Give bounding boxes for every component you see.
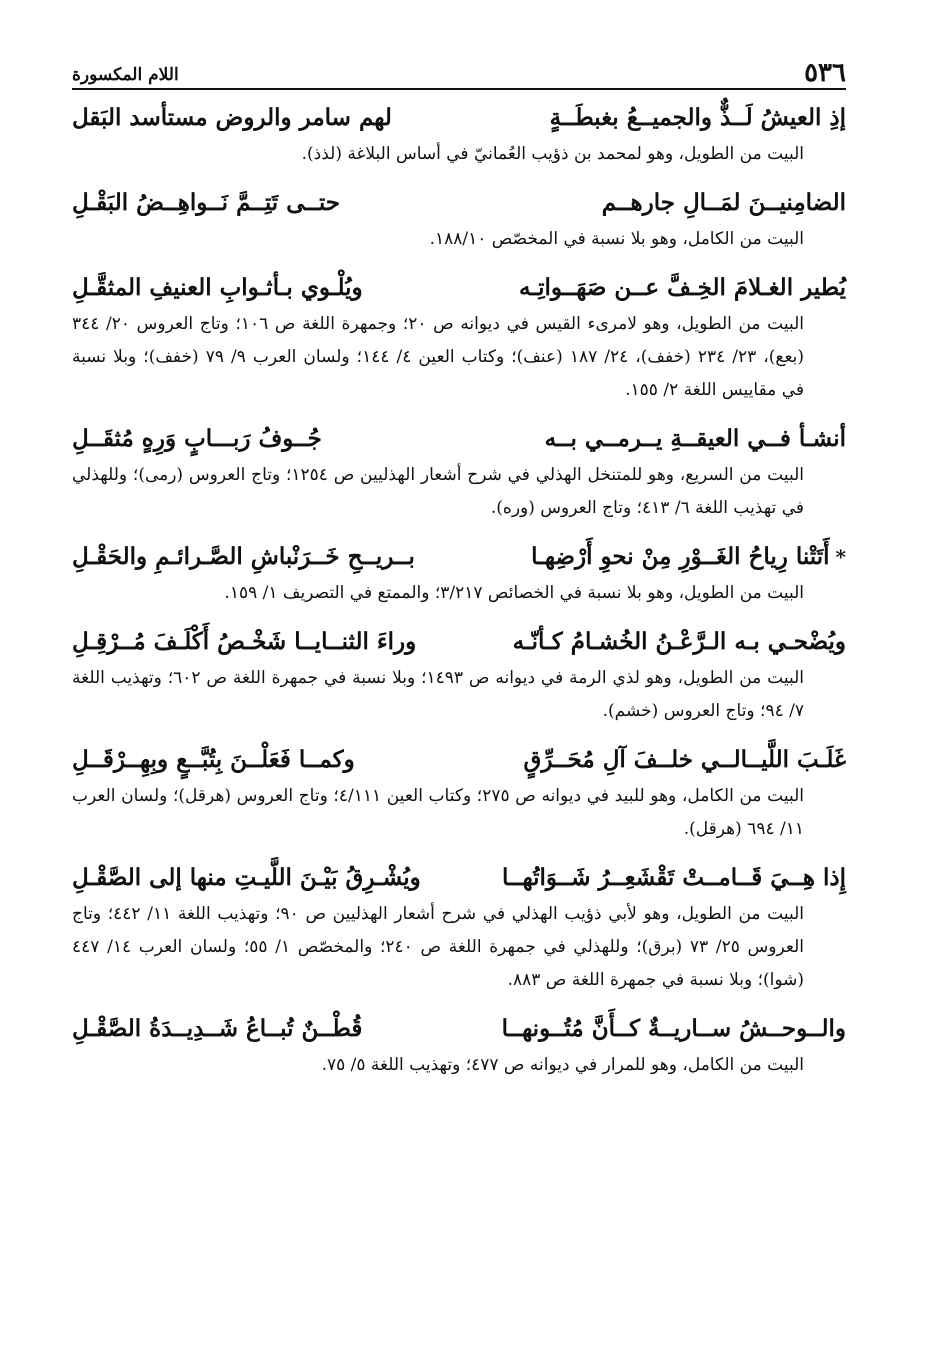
verse-line bbox=[72, 858, 846, 898]
verse-line bbox=[72, 1009, 846, 1049]
page-header bbox=[72, 52, 846, 90]
verse-entry bbox=[72, 98, 846, 171]
verse-entry bbox=[72, 740, 846, 846]
second-hemistich: ويُشْـرِقُ بَيْـنَ اللَّيـتِ منها إلى الصَّقْـلِ bbox=[72, 864, 421, 891]
second-hemistich: جُــوفُ رَبـــابٍ وَرِهٍ مُثقَــلِ bbox=[72, 425, 322, 452]
verse-line bbox=[72, 98, 846, 138]
running-title: اللام المكسورة bbox=[72, 65, 179, 85]
verse-entry bbox=[72, 858, 846, 997]
first-hemistich: والــوحــشُ ســاريــةٌ كــأَنَّ مُتُــونهــا bbox=[501, 1015, 846, 1042]
verse-entry bbox=[72, 1009, 846, 1082]
first-hemistich: ويُضْحـي بـه الـرَّعْـنُ الخُشـامُ كـأنّـه bbox=[512, 628, 846, 655]
verse-entry bbox=[72, 537, 846, 610]
first-hemistich-text: أَتَتْنا رِياحُ الغَــوْرِ مِنْ نحوِ أَرْضِهـا bbox=[531, 543, 830, 570]
first-hemistich: الضامِنيــنَ لمَــالِ جارهــم bbox=[601, 189, 846, 216]
first-hemistich: غَلَـبَ اللَّيــالــي خلــفَ آلِ مُحَــرِّقٍ bbox=[523, 746, 846, 773]
verse-commentary: البيت من الطويل، وهو لامرىء القيس في ديوانه ص ٢٠؛ وجمهرة اللغة ص ١٠٦؛ وتاج العروس ٢٠/ ٣٤٤ (بعع)، ٢٣/ ٢٣٤ (خفف)، ٢٤/ ١٨٧ (عنف)؛ وكتاب العين ٤/ ١٤٤؛ ولسان العرب ٩/ ٧٩ (خفف)؛ وبلا نسبة في مقاييس اللغة ٢/ ١٥٥. bbox=[72, 314, 805, 400]
first-hemistich: إِذا هِــيَ قَــامــتْ تَقْشَعِــرُ شَــوَاتُهــا bbox=[501, 864, 846, 891]
page-number: ٥٣٦ bbox=[804, 58, 846, 88]
verse-entry bbox=[72, 419, 846, 525]
second-hemistich: وكمــا فَعَلْــنَ بِتُبَّــعٍ وبِهِــرْقَــلِ bbox=[72, 746, 355, 773]
second-hemistich: ويُلْـوي بـأثـوابِ العنيفِ المثقَّـلِ bbox=[72, 274, 363, 301]
verse-line bbox=[72, 740, 846, 780]
verse-entry bbox=[72, 183, 846, 256]
verse-line bbox=[72, 183, 846, 223]
second-hemistich: حتــى تَتِــمَّ نَــواهِــضُ البَقْـلِ bbox=[72, 189, 341, 216]
first-hemistich: إذِ العيشُ لَــذٌّ والجميــعُ بغبطَــةٍ bbox=[549, 104, 846, 131]
verse-line bbox=[72, 419, 846, 459]
verse-commentary: البيت من الكامل، وهو للمرار في ديوانه ص ٤٧٧؛ وتهذيب اللغة ٥/ ٧٥. bbox=[321, 1055, 804, 1075]
verse-line bbox=[72, 537, 846, 577]
second-hemistich: بــريــحِ خَــرَنْباشِ الصَّـرائـمِ والحَقْـلِ bbox=[72, 543, 415, 570]
second-hemistich: لهم سامر والروض مستأسد البَقل bbox=[72, 104, 392, 131]
verse-entry bbox=[72, 268, 846, 407]
verse-commentary: البيت من الكامل، وهو بلا نسبة في المخصّص ١٨٨/١٠. bbox=[429, 229, 804, 249]
verse-commentary: البيت من الكامل، وهو للبيد في ديوانه ص ٢٧٥؛ وكتاب العين ٤/١١١؛ وتاج العروس (هرقل)؛ ولسان العرب ١١/ ٦٩٤ (هرقل). bbox=[72, 786, 804, 839]
verse-line bbox=[72, 268, 846, 308]
first-hemistich: يُطير الغـلامَ الخِـفَّ عــن صَهَــواتِـه bbox=[519, 274, 846, 301]
verse-commentary: البيت من الطويل، وهو بلا نسبة في الخصائص ٣/٢١٧؛ والممتع في التصريف ١/ ١٥٩. bbox=[224, 583, 804, 603]
verse-commentary: البيت من الطويل، وهو لذي الرمة في ديوانه ص ١٤٩٣؛ وبلا نسبة في جمهرة اللغة ص ٦٠٢؛ وتهذيب اللغة ٧/ ٩٤؛ وتاج العروس (خشم). bbox=[72, 668, 804, 721]
verse-entry bbox=[72, 622, 846, 728]
verse-entries bbox=[72, 98, 846, 1082]
verse-commentary: البيت من الطويل، وهو لأبي ذؤيب الهذلي في شرح أشعار الهذليين ص ٩٠؛ وتهذيب اللغة ١١/ ٤٤٢؛ وتاج العروس ٢٥/ ٧٣ (برق)؛ وللهذلي في جمهرة اللغة ص ٢٤٠؛ والمخصّص ١/ ٥٥؛ ولسان العرب ١٤/ ٤٤٧ (شوا)؛ وبلا نسبة في جمهرة اللغة ص ٨٨٣. bbox=[72, 904, 804, 990]
verse-commentary: البيت من السريع، وهو للمتنخل الهذلي في شرح أشعار الهذليين ص ١٢٥٤؛ وتاج العروس (رمى)؛ وللهذلي في تهذيب اللغة ٦/ ٤١٣؛ وتاج العروس (وره). bbox=[72, 465, 804, 518]
verse-commentary: البيت من الطويل، وهو لمحمد بن ذؤيب العُمانيّ في أساس البلاغة (لذذ). bbox=[301, 144, 804, 164]
star-marker: * bbox=[835, 545, 846, 569]
first-hemistich: أنشـأ فــي العيقــةِ يــرمــي بــه bbox=[544, 425, 846, 452]
second-hemistich: وراءَ الثنــايــا شَخْـصُ أَكْلَـفَ مُــرْقِـلِ bbox=[72, 628, 417, 655]
second-hemistich: قُطْــنٌ تُبــاعُ شَــدِيــدَةُ الصَّقْـلِ bbox=[72, 1015, 363, 1042]
first-hemistich bbox=[531, 537, 846, 577]
verse-line bbox=[72, 622, 846, 662]
